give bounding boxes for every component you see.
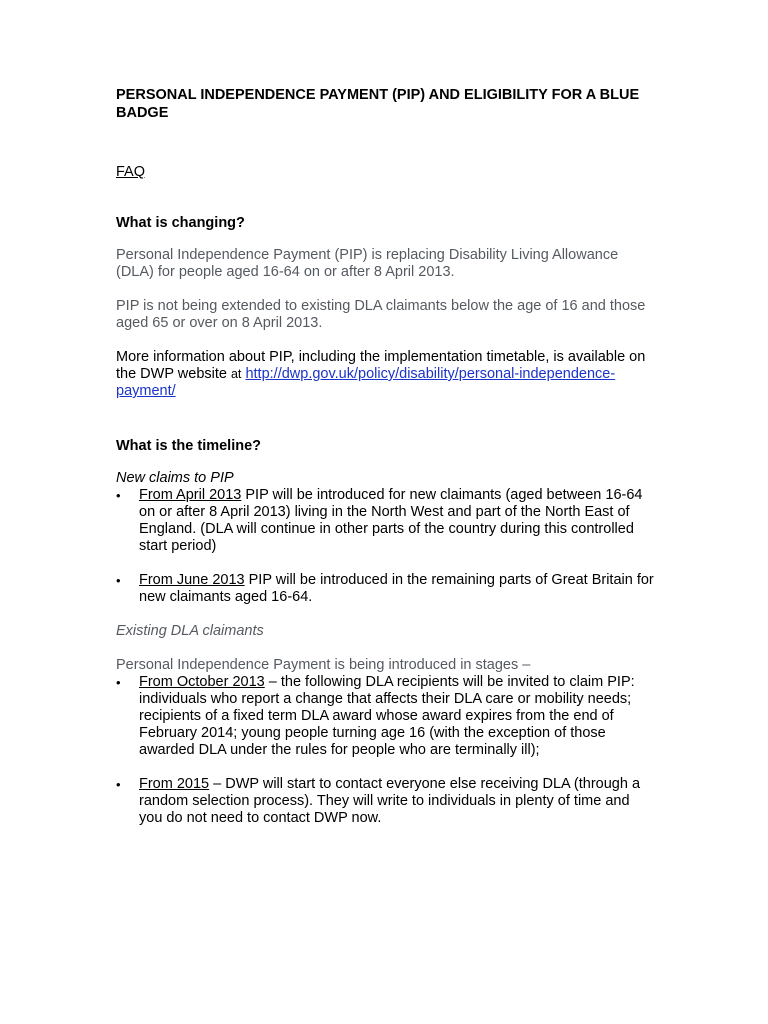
bullet-text: – the following DLA recipients will be invited to claim PIP: individuals who report a change that affects their DLA care or mobility needs; recipients of a fixed term DLA award whose award expires from the end of February 2014; young people turning age 16 (with the exception of those awarded DLA under the rules for people who are terminally ill); <box>139 674 635 758</box>
dwp-website-link[interactable]: http://dwp.gov.uk/policy/disability/personal-independence-payment/ <box>116 366 616 399</box>
bullet-lead-date: From June 2013 <box>139 572 245 588</box>
paragraph-introduced-in-stages: Personal Independence Payment is being introduced in stages – <box>116 657 531 673</box>
bullet-icon: • <box>116 573 121 588</box>
bullet-lead-date: From April 2013 <box>139 487 242 503</box>
more-information-at: at <box>230 367 242 381</box>
bullet-lead-date: From 2015 <box>139 776 210 792</box>
faq-label: FAQ <box>116 164 146 180</box>
bullet-lead-date: From October 2013 <box>139 674 265 690</box>
paragraph-more-information <box>116 349 656 400</box>
bullet-text: PIP will be introduced in the remaining parts of Great Britain for new claimants aged 16-64. <box>139 572 654 605</box>
new-claims-list <box>116 487 656 606</box>
list-item <box>116 776 656 827</box>
bullet-icon: • <box>116 488 121 503</box>
document-title: PERSONAL INDEPENDENCE PAYMENT (PIP) AND ELIGIBILITY FOR A BLUE BADGE <box>116 87 640 121</box>
list-item <box>116 572 656 606</box>
bullet-icon: • <box>116 777 121 792</box>
list-item <box>116 674 656 759</box>
subheading-existing-dla-claimants: Existing DLA claimants <box>116 623 264 639</box>
existing-claimants-list <box>116 674 656 827</box>
bullet-text: PIP will be introduced for new claimants (aged between 16-64 on or after 8 April 2013) living in the North West and part of the North East of England. (DLA will continue in other parts of the country during this controlled start period) <box>139 487 643 554</box>
paragraph-pip-not-extended: PIP is not being extended to existing DLA claimants below the age of 16 and those aged 65 or over on 8 April 2013. <box>116 298 646 331</box>
document-page <box>116 86 656 827</box>
bullet-text: – DWP will start to contact everyone else receiving DLA (through a random selection process). They will write to individuals in plenty of time and you do not need to contact DWP now. <box>139 776 641 826</box>
list-item <box>116 487 656 555</box>
bullet-icon: • <box>116 675 121 690</box>
heading-what-is-changing: What is changing? <box>116 215 245 231</box>
subheading-new-claims: New claims to PIP <box>116 470 234 486</box>
heading-what-is-the-timeline: What is the timeline? <box>116 438 262 454</box>
more-information-text: More information about PIP, including the implementation timetable, is available on the DWP website <box>116 349 646 382</box>
paragraph-pip-replacing-dla: Personal Independence Payment (PIP) is replacing Disability Living Allowance (DLA) for people aged 16-64 on or after 8 April 2013. <box>116 247 619 280</box>
